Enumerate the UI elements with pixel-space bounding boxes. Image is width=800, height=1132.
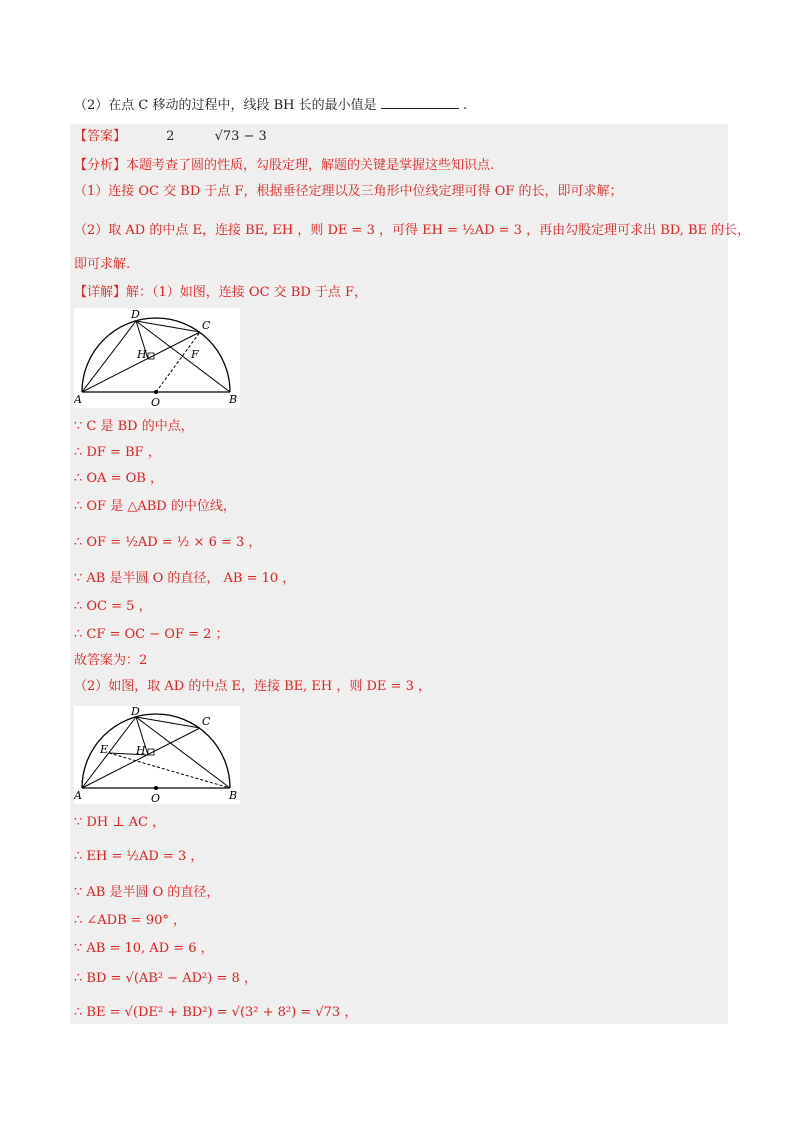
analysis-intro: 本题考查了圆的性质，勾股定理，解题的关键是掌握这些知识点.	[126, 158, 495, 173]
label-B: B	[229, 393, 238, 406]
step-15: ∵ AB = 10, AD = 6 ，	[74, 941, 214, 956]
label-O: O	[151, 792, 161, 804]
label-H: H	[137, 348, 147, 361]
step-13: ∵ AB 是半圆 O 的直径，	[74, 885, 220, 900]
analysis-intro-line	[74, 157, 494, 175]
question-end: .	[462, 98, 468, 113]
step-2: ∴ DF = BF ，	[74, 445, 161, 460]
label-O: O	[151, 396, 161, 408]
label-A: A	[74, 393, 82, 406]
figure-1	[74, 308, 240, 408]
label-B: B	[229, 789, 238, 802]
step-9: 故答案为：2	[74, 653, 148, 668]
step-11: ∵ DH ⊥ AC ，	[74, 815, 166, 830]
step-8: ∴ CF = OC − OF = 2 ；	[74, 627, 229, 642]
step-3: ∴ OA = OB ，	[74, 471, 163, 486]
analysis-part2-line	[74, 222, 750, 240]
question-part2	[74, 96, 467, 115]
figure-2	[74, 706, 240, 804]
label-D: D	[131, 308, 140, 321]
label-H: H	[136, 744, 146, 757]
label-C: C	[202, 715, 211, 728]
step-16: ∴ BD = √(AB² − AD²) = 8 ，	[74, 971, 257, 986]
answer-blank	[381, 96, 459, 109]
step-17: ∴ BE = √(DE² + BD²) = √(3² + 8²) = √73 ，	[74, 1005, 358, 1020]
detail-label: 【详解】	[74, 285, 127, 300]
label-A: A	[74, 789, 82, 802]
answer-line	[74, 128, 267, 146]
label-F: F	[191, 348, 199, 361]
analysis-part2-c: 即可求解.	[74, 257, 131, 272]
label-D: D	[131, 706, 140, 718]
label-C: C	[202, 319, 211, 332]
analysis-part2-a: （2）取 AD 的中点 E，连接 BE, EH ，则 DE = 3 ，可得	[74, 223, 418, 238]
step-6: ∵ AB 是半圆 O 的直径， AB = 10 ，	[74, 571, 296, 586]
analysis-label: 【分析】	[74, 158, 127, 173]
step-14: ∴ ∠ADB = 90° ，	[74, 913, 186, 928]
analysis-part1: （1）连接 OC 交 BD 于点 F，根据垂径定理以及三角形中位线定理可得 OF 的长，即可求解；	[74, 184, 623, 199]
analysis-part2-b: EH = ½AD = 3 ，再由勾股定理可求出 BD, BE 的长，	[422, 223, 751, 238]
step-10: （2）如图，取 AD 的中点 E，连接 BE, EH ，则 DE = 3 ，	[74, 679, 431, 694]
step-1: ∵ C 是 BD 的中点，	[74, 419, 194, 434]
step-7: ∴ OC = 5 ，	[74, 599, 152, 614]
answer-label: 【答案】	[74, 129, 127, 144]
label-E: E	[100, 743, 109, 756]
step-5: ∴ OF = ½AD = ½ × 6 = 3 ，	[74, 535, 262, 550]
answer-value-2: √73 − 3	[214, 129, 267, 144]
detail-intro-line	[74, 284, 367, 302]
answer-value-1: 2	[166, 129, 175, 144]
question-text: （2）在点 C 移动的过程中，线段 BH 长的最小值是	[74, 98, 377, 113]
step-12: ∴ EH = ½AD = 3 ，	[74, 849, 204, 864]
step-4: ∴ OF 是 △ABD 的中位线，	[74, 499, 236, 514]
detail-intro: 解：（1）如图，连接 OC 交 BD 于点 F，	[126, 285, 368, 300]
